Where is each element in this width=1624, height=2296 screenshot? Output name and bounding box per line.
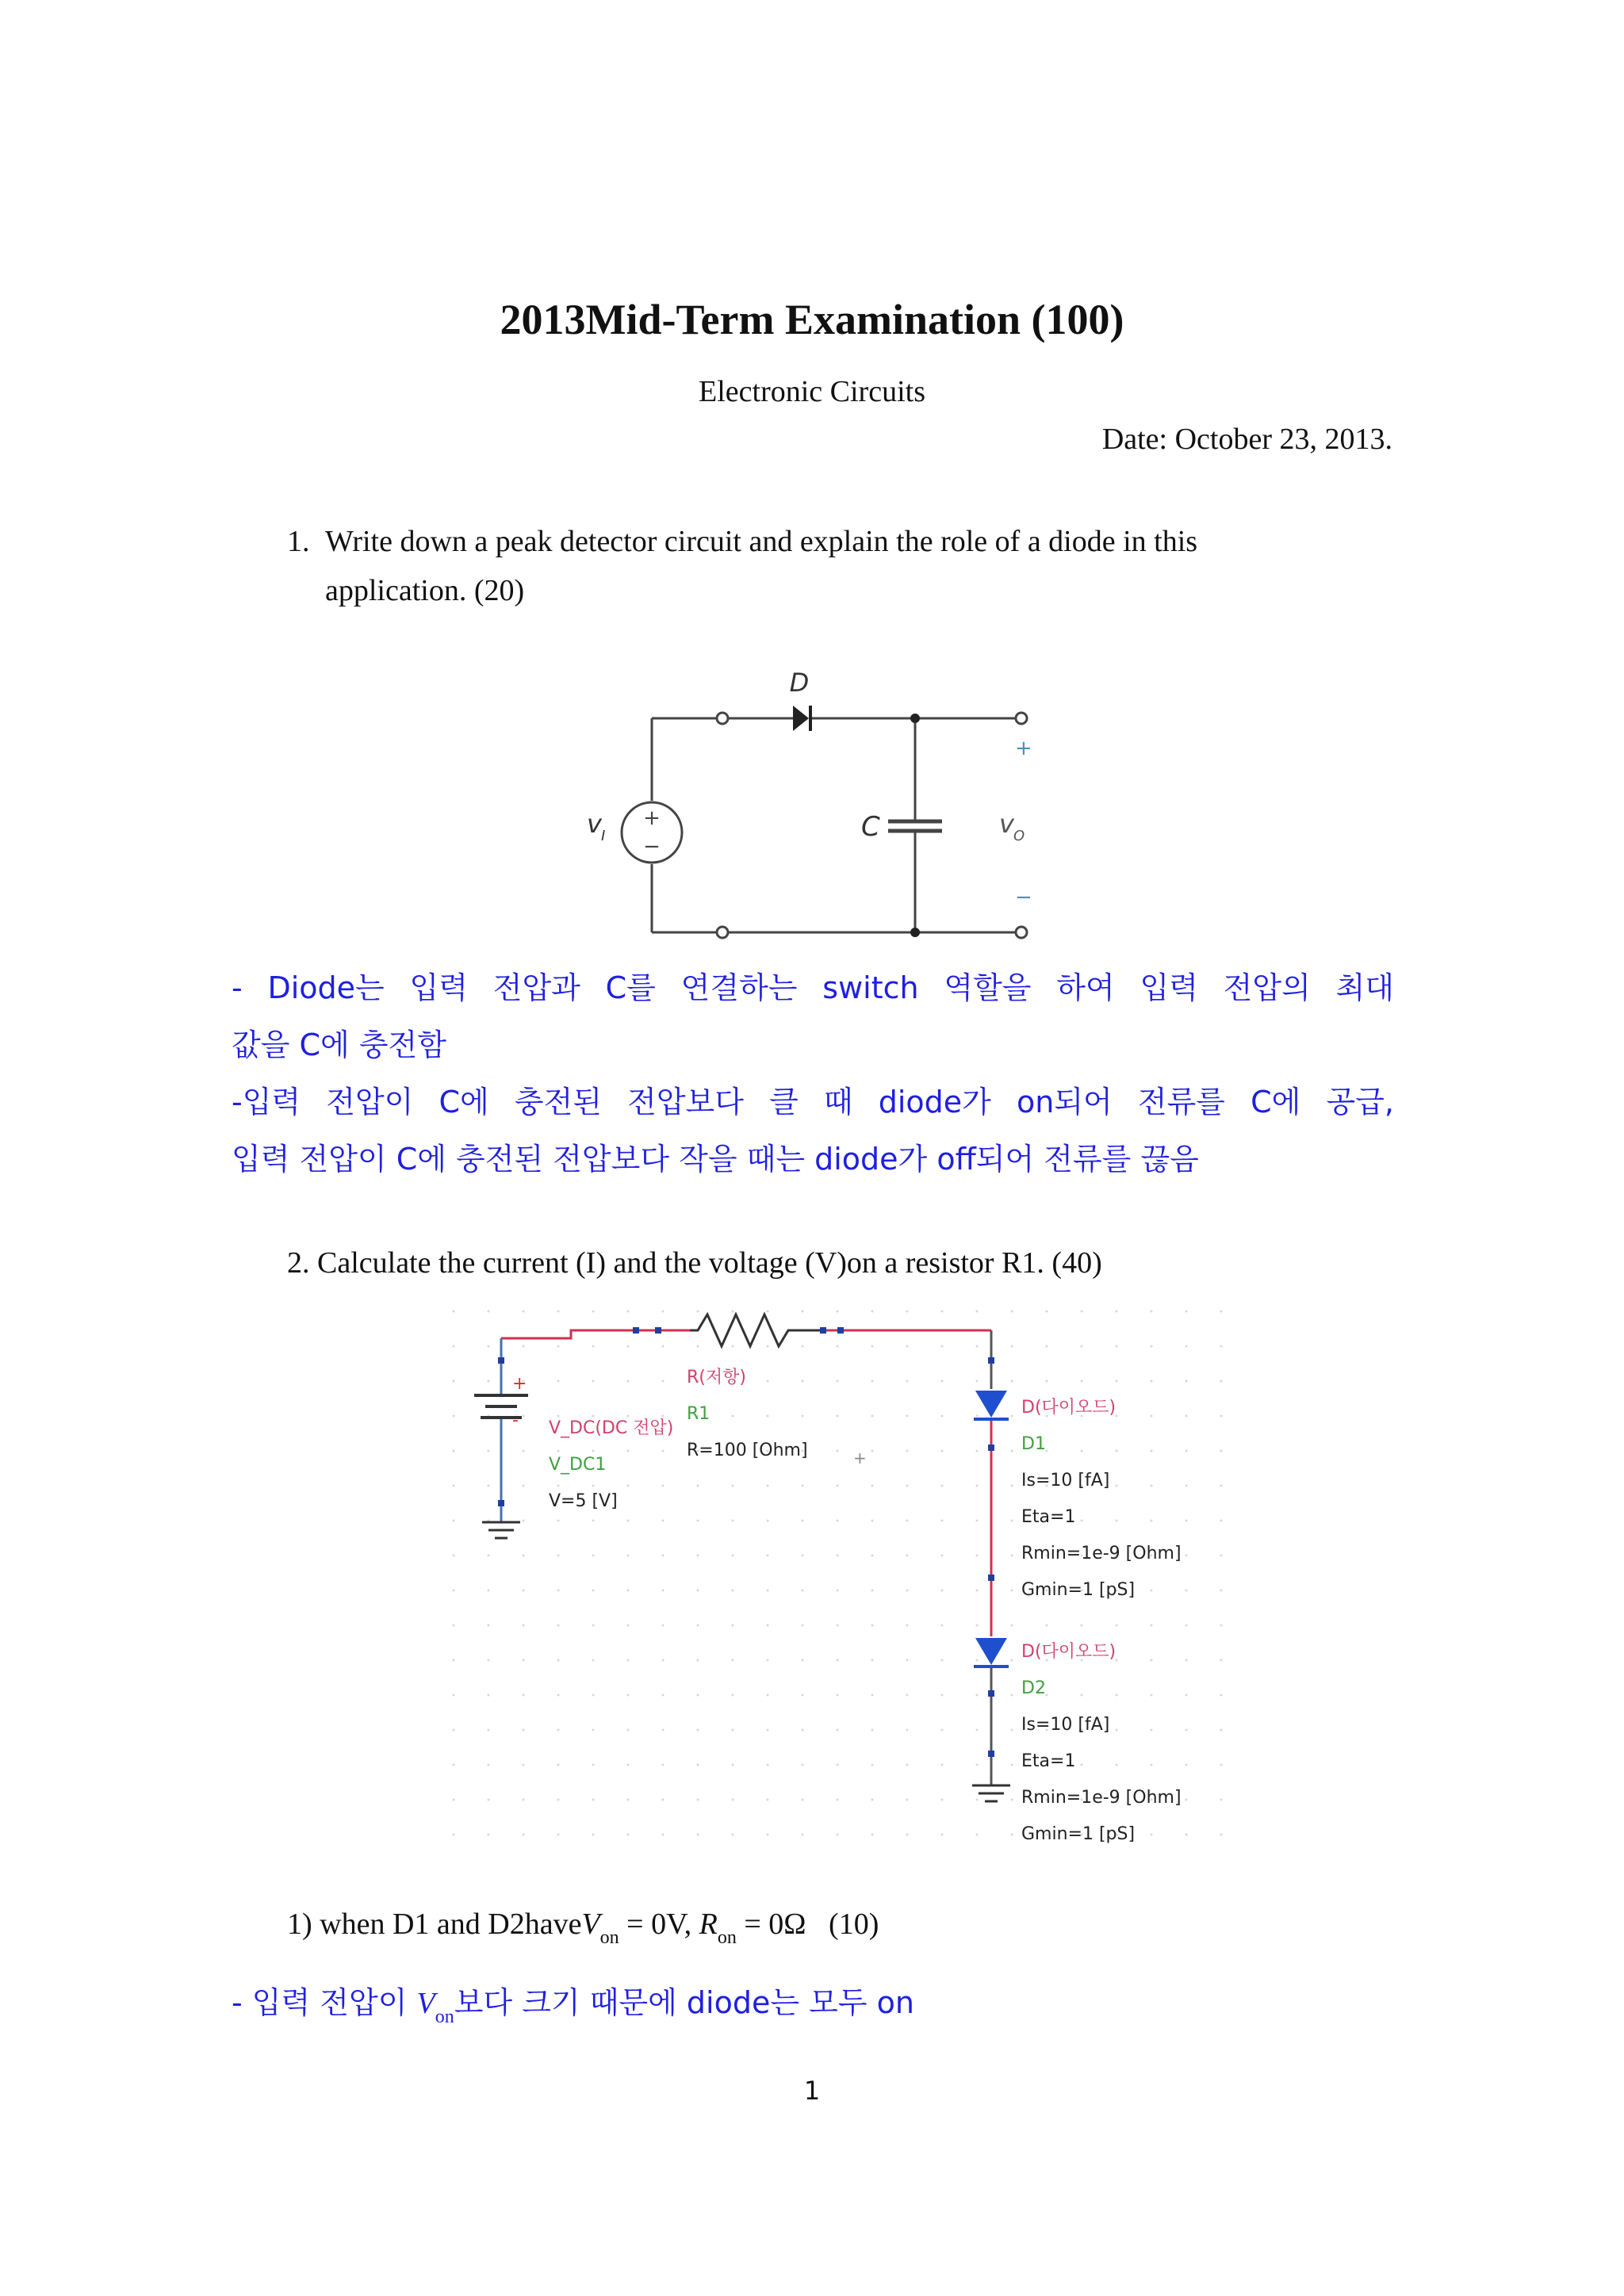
course-name: Electronic Circuits <box>699 375 925 408</box>
page-number: 1 <box>803 2076 821 2106</box>
output-terminal-icon <box>1016 713 1027 724</box>
resistor-value-label: R=100 [Ohm] <box>687 1441 808 1460</box>
input-voltage-subscript: I <box>601 828 606 844</box>
d2-eta-label: Eta=1 <box>1021 1751 1076 1771</box>
d2-gmin-label: Gmin=1 [pS] <box>1021 1824 1136 1844</box>
question-1-text-line2: application. (20) <box>325 574 525 607</box>
r-on-equation: = 0Ω (10) <box>736 1908 879 1941</box>
d1-type-label: D(다이오드) <box>1021 1398 1116 1418</box>
junction-dot-icon <box>910 928 920 937</box>
answer-1-line2: 값을 C에 충전함 <box>232 1027 446 1062</box>
output-voltage-subscript: O <box>1013 828 1025 844</box>
d1-rmin-label: Rmin=1e-9 [Ohm] <box>1021 1544 1182 1563</box>
source-minus-sign: - <box>512 1410 519 1430</box>
d1-eta-label: Eta=1 <box>1021 1507 1076 1527</box>
question-1-text-line1: Write down a peak detector circuit and explain the role of a diode in this <box>325 525 1198 558</box>
source-minus-sign: − <box>643 835 661 859</box>
grid-background <box>452 1310 1229 1849</box>
d2-is-label: Is=10 [fA] <box>1021 1715 1110 1735</box>
answer-1-line3: -입력 전압이 C에 충전된 전압보다 클 때 diode가 on되어 전류를 C에 공급, <box>232 1085 1394 1119</box>
source-type-label: V_DC(DC 전압) <box>549 1418 674 1438</box>
capacitor-label: C <box>861 811 880 843</box>
junction-dot-icon <box>910 714 920 723</box>
exam-title: 2013Mid-Term Examination (100) <box>500 296 1124 343</box>
v-on-subscript: on <box>435 2007 454 2027</box>
question-1-number: 1. <box>287 525 310 558</box>
output-voltage-label: v <box>999 809 1014 839</box>
d2-rmin-label: Rmin=1e-9 [Ohm] <box>1021 1788 1182 1808</box>
question-1 <box>287 517 1394 615</box>
r-on-symbol: R <box>699 1908 718 1941</box>
source-value-label: V=5 [V] <box>549 1491 618 1511</box>
question-2-1-prefix: 1) when D1 and D2have <box>287 1908 582 1941</box>
source-plus-sign: + <box>643 806 661 830</box>
answer-2-1-prefix: - 입력 전압이 <box>232 1985 417 2020</box>
v-on-subscript: on <box>599 1927 619 1948</box>
d1-gmin-label: Gmin=1 [pS] <box>1021 1580 1136 1600</box>
terminal-icon <box>717 927 728 938</box>
resistor-name-label: R1 <box>687 1404 710 1424</box>
v-on-symbol: V <box>416 1987 435 2020</box>
answer-2-1-suffix: 보다 크기 때문에 diode는 모두 on <box>454 1985 914 2020</box>
d2-name-label: D2 <box>1021 1678 1046 1698</box>
d2-type-label: D(다이오드) <box>1021 1642 1116 1662</box>
probe-plus-sign: + <box>853 1448 867 1468</box>
resistor-diode-schematic <box>452 1310 1229 1849</box>
r-on-subscript: on <box>717 1927 737 1948</box>
diode-icon <box>793 706 809 731</box>
d1-name-label: D1 <box>1021 1434 1046 1454</box>
exam-date: Date: October 23, 2013. <box>1101 423 1392 456</box>
answer-1-line1: - Diode는 입력 전압과 C를 연결하는 switch 역할을 하여 입력 전압의 최대 <box>232 970 1394 1005</box>
input-voltage-label: v <box>587 809 602 839</box>
output-minus-sign: − <box>1015 886 1032 909</box>
v-on-equation: = 0V, <box>619 1908 699 1941</box>
terminal-icon <box>717 713 728 724</box>
answer-1-line4: 입력 전압이 C에 충전된 전압보다 작을 때는 diode가 off되어 전류를 끊음 <box>232 1142 1199 1177</box>
answer-2-1 <box>232 1974 914 2036</box>
source-plus-sign: + <box>512 1374 527 1394</box>
question-2-1 <box>287 1900 879 1953</box>
output-plus-sign: + <box>1015 737 1032 760</box>
peak-detector-figure <box>587 666 1047 951</box>
source-name-label: V_DC1 <box>549 1455 607 1475</box>
question-2: 2. Calculate the current (I) and the voltage (V)on a resistor R1. (40) <box>287 1246 1102 1280</box>
diode-label: D <box>789 668 810 698</box>
v-on-symbol: V <box>581 1908 600 1941</box>
answer-1 <box>232 959 1394 1188</box>
resistor-type-label: R(저항) <box>687 1368 746 1387</box>
d1-is-label: Is=10 [fA] <box>1021 1471 1110 1490</box>
output-terminal-icon <box>1016 927 1027 938</box>
